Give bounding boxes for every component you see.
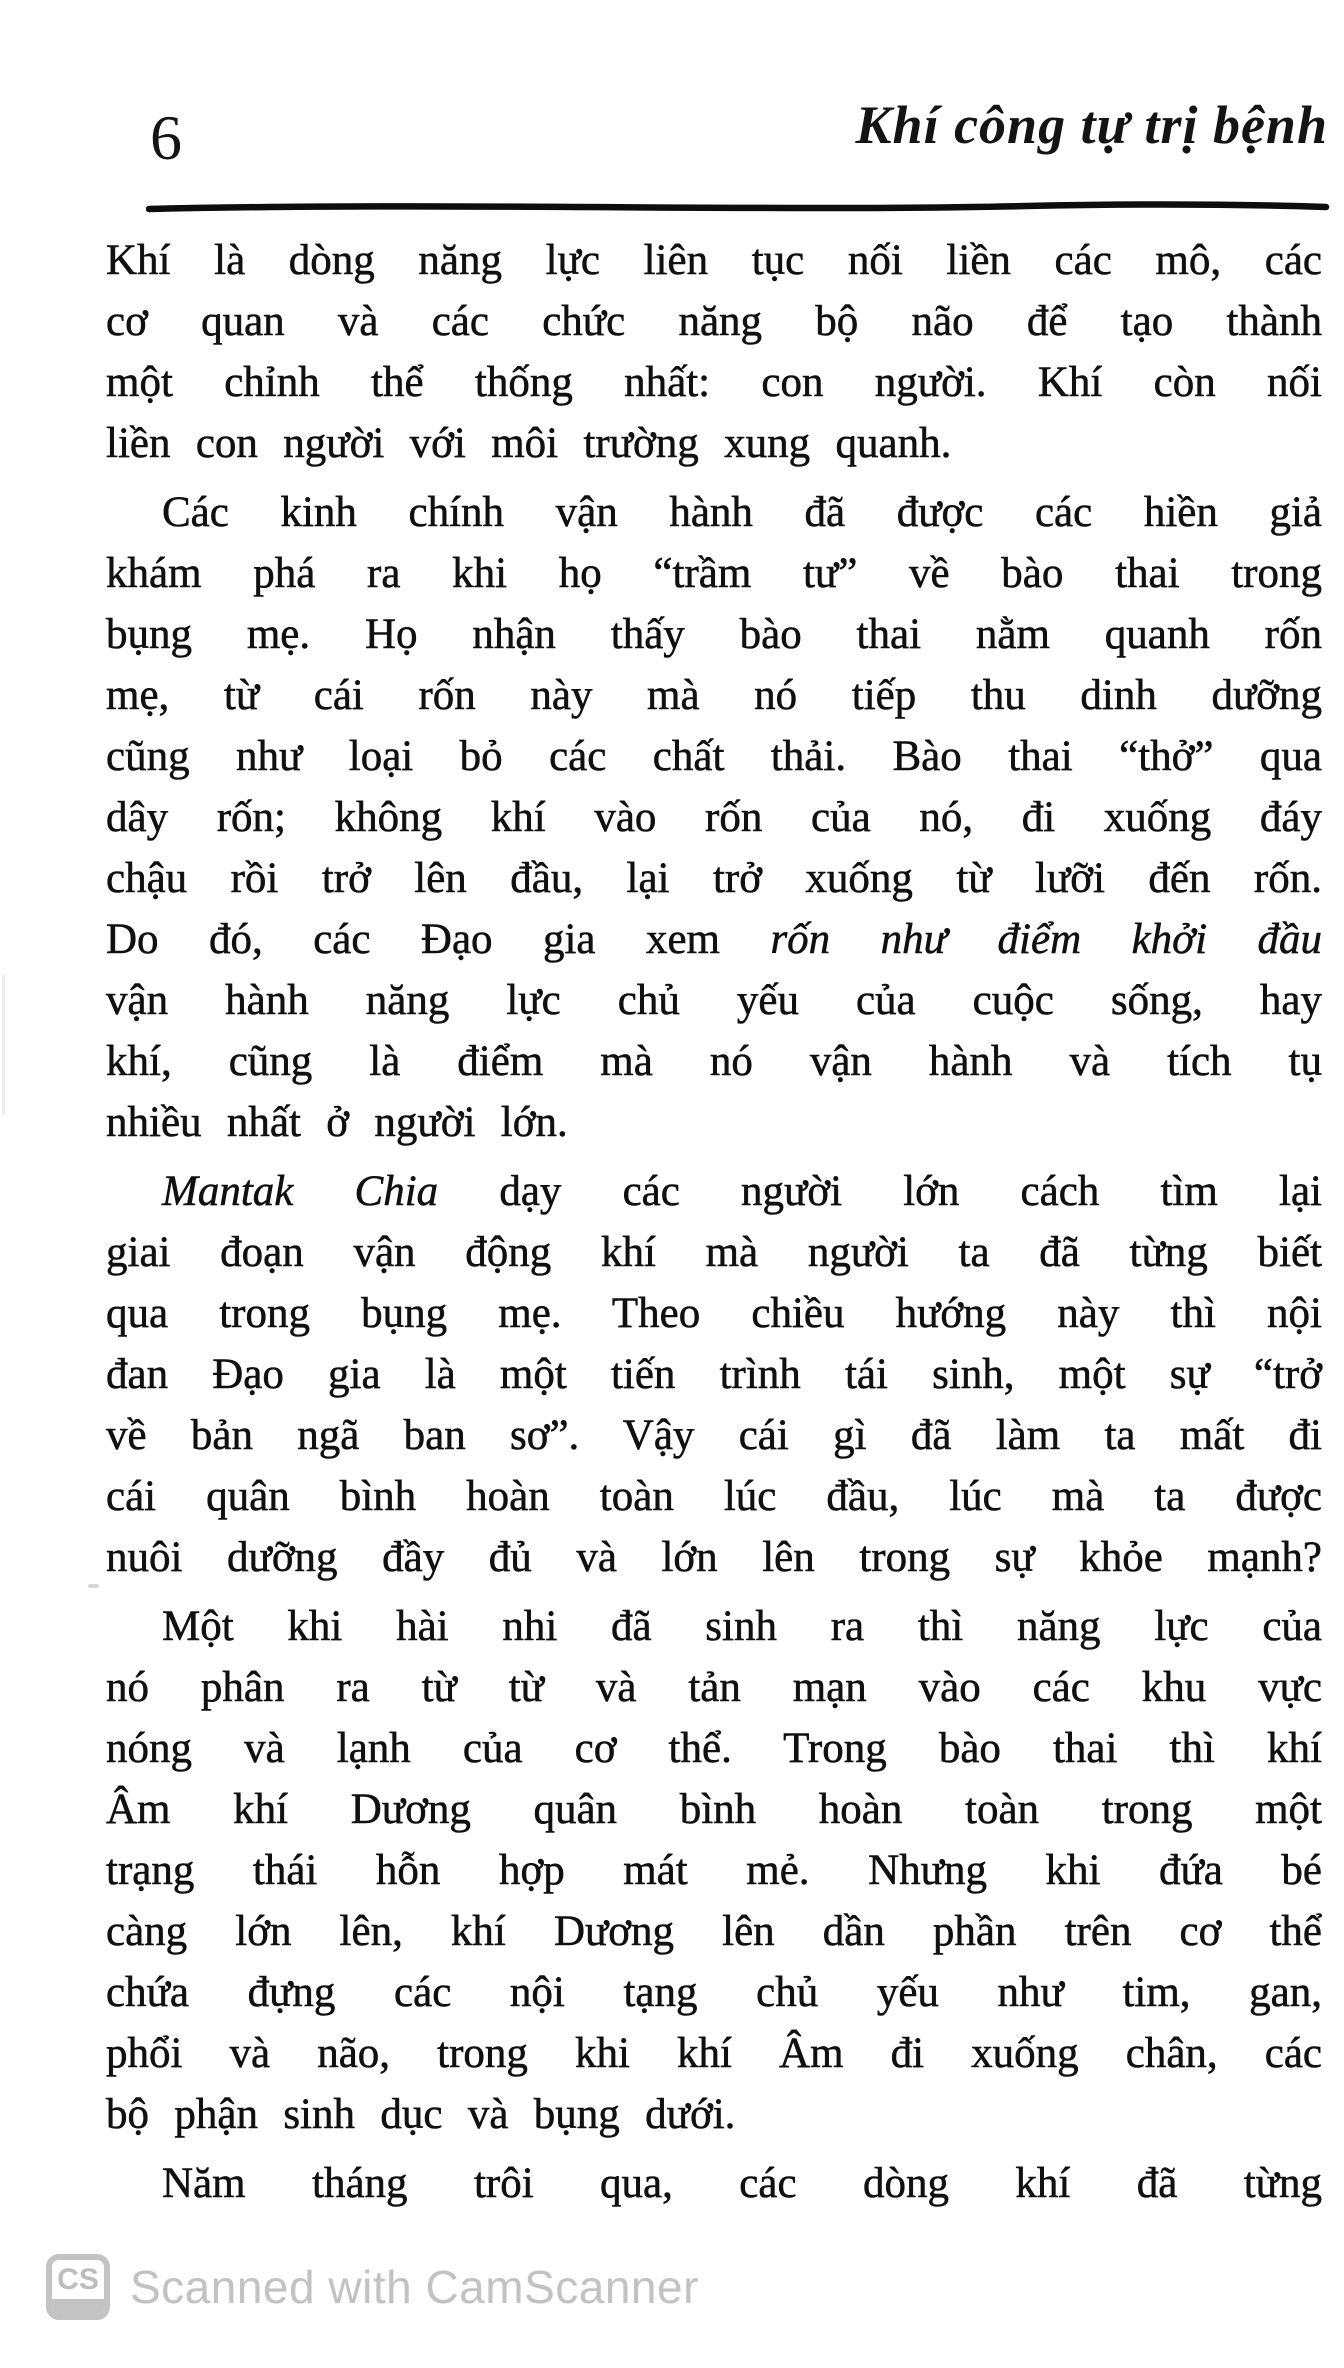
text-run: giai đoạn vận động khí mà người ta đã từng biết [106, 1229, 1322, 1276]
text-line [106, 1901, 1322, 1962]
text-run: nó phân ra từ từ và tản mạn vào các khu vực [106, 1664, 1322, 1711]
text-run: nhiều nhất ở người lớn. [106, 1099, 568, 1146]
page-number: 6 [150, 102, 182, 173]
text-line [106, 413, 1322, 474]
text-line [106, 1527, 1322, 1588]
text-line [106, 230, 1322, 291]
text-run-italic: Mantak Chia [162, 1168, 439, 1215]
text-run: Năm tháng trôi qua, các dòng khí đã từng [162, 2160, 1322, 2207]
text-line [106, 2084, 1322, 2145]
watermark-text: Scanned with CamScanner [130, 2261, 699, 2313]
header-title: Khí công tự trị bệnh [855, 95, 1328, 155]
text-run: khám phá ra khi họ “trầm tư” về bào thai trong [106, 550, 1322, 597]
paragraph [106, 1161, 1322, 1588]
text-line [106, 1161, 1322, 1222]
text-line [106, 970, 1322, 1031]
text-run: nuôi dưỡng đầy đủ và lớn lên trong sự khỏe mạnh? [106, 1534, 1322, 1581]
text-run: Âm khí Dương quân bình hoàn toàn trong một [106, 1786, 1322, 1833]
paragraph [106, 2153, 1322, 2214]
text-line [106, 2153, 1322, 2214]
text-line [106, 1031, 1322, 1092]
text-run: mẹ, từ cái rốn này mà nó tiếp thu dinh dưỡng [106, 672, 1322, 719]
text-run: về bản ngã ban sơ”. Vậy cái gì đã làm ta mất đi [106, 1412, 1322, 1459]
header-rule-stroke [146, 198, 1330, 216]
text-run: cái quân bình hoàn toàn lúc đầu, lúc mà ta được [106, 1473, 1322, 1520]
text-line [106, 604, 1322, 665]
text-run: nóng và lạnh của cơ thể. Trong bào thai thì khí [106, 1725, 1322, 1772]
text-run: Khí là dòng năng lực liên tục nối liền các mô, các [106, 237, 1322, 284]
text-line [106, 1092, 1322, 1153]
paragraph [106, 482, 1322, 1153]
scan-artifact-line [2, 975, 5, 1115]
text-line [106, 291, 1322, 352]
text-run: dạy các người lớn cách tìm lại [438, 1168, 1322, 1215]
header-rule [146, 198, 1330, 216]
text-line [106, 2023, 1322, 2084]
text-line [106, 1466, 1322, 1527]
text-run: phổi và não, trong khi khí Âm đi xuống chân, các [106, 2030, 1322, 2077]
camscanner-icon [46, 2254, 110, 2320]
text-run: vận hành năng lực chủ yếu của cuộc sống, hay [106, 977, 1322, 1024]
text-line [106, 787, 1322, 848]
text-run: bộ phận sinh dục và bụng dưới. [106, 2091, 736, 2138]
text-line [106, 848, 1322, 909]
text-run: chứa đựng các nội tạng chủ yếu như tim, gan, [106, 1969, 1322, 2016]
text-line [106, 1657, 1322, 1718]
text-run: đan Đạo gia là một tiến trình tái sinh, một sự “trở [106, 1351, 1322, 1398]
paragraph [106, 230, 1322, 474]
text-line [106, 1222, 1322, 1283]
body-text [106, 230, 1322, 2214]
text-line [106, 1283, 1322, 1344]
scan-artifact-dot [88, 1584, 99, 1588]
text-run: càng lớn lên, khí Dương lên dần phần trên cơ thể [106, 1908, 1322, 1955]
text-line [106, 1405, 1322, 1466]
text-run: một chỉnh thể thống nhất: con người. Khí còn nối [106, 359, 1322, 406]
text-run-italic: rốn như điểm khởi đầu [770, 916, 1322, 963]
text-run: Do đó, các Đạo gia xem [106, 916, 771, 963]
text-line [106, 1344, 1322, 1405]
text-line [106, 1596, 1322, 1657]
text-run: qua trong bụng mẹ. Theo chiều hướng này thì nội [106, 1290, 1322, 1337]
text-run: khí, cũng là điểm mà nó vận hành và tích tụ [106, 1038, 1322, 1085]
text-run: Các kinh chính vận hành đã được các hiền giả [162, 489, 1322, 536]
text-line [106, 1779, 1322, 1840]
camscanner-icon-letters: CS [57, 2263, 99, 2296]
text-line [106, 726, 1322, 787]
text-line [106, 1840, 1322, 1901]
text-run: cơ quan và các chức năng bộ não để tạo thành [106, 298, 1322, 345]
text-run: chậu rồi trở lên đầu, lại trở xuống từ lưỡi đến rốn. [106, 855, 1322, 902]
text-line [106, 1962, 1322, 2023]
text-line [106, 352, 1322, 413]
text-run: liền con người với môi trường xung quanh. [106, 420, 952, 467]
text-run: trạng thái hỗn hợp mát mẻ. Nhưng khi đứa bé [106, 1847, 1322, 1894]
text-line [106, 543, 1322, 604]
paragraph [106, 1596, 1322, 2145]
text-run: bụng mẹ. Họ nhận thấy bào thai nằm quanh rốn [106, 611, 1322, 658]
text-run: Một khi hài nhi đã sinh ra thì năng lực của [162, 1603, 1322, 1650]
text-run: cũng như loại bỏ các chất thải. Bào thai “thở” qua [106, 733, 1322, 780]
text-line [106, 909, 1322, 970]
text-run: dây rốn; không khí vào rốn của nó, đi xuống đáy [106, 794, 1322, 841]
text-line [106, 665, 1322, 726]
text-line [106, 482, 1322, 543]
camscanner-watermark [46, 2254, 699, 2320]
text-line [106, 1718, 1322, 1779]
camscanner-icon-bar [52, 2299, 104, 2314]
